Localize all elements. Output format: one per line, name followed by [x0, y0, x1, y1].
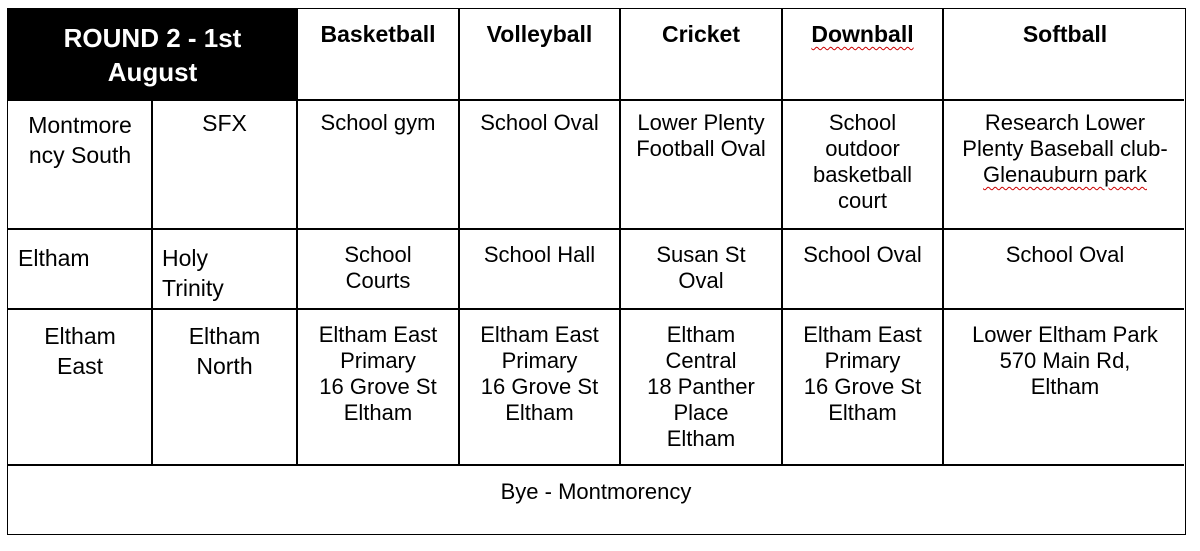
venue-line: School Oval [1005, 242, 1125, 267]
venue-line: Primary [340, 348, 416, 373]
venue-line: Eltham East [803, 322, 922, 347]
venue-line: Eltham East [480, 322, 599, 347]
venue-line: 16 Grove St [480, 374, 599, 399]
column-divider [296, 9, 298, 465]
row3-team-b-line2: North [196, 353, 253, 379]
venue-line: Eltham East [318, 322, 438, 347]
venue-line: 570 Main Rd, [999, 348, 1131, 373]
row3-venue-cricket [620, 309, 782, 465]
fixture-table [7, 8, 1186, 535]
row3-team-a-line1: Eltham [44, 323, 116, 349]
row1-venue-downball [782, 100, 943, 229]
row3-venue-basketball [297, 309, 459, 465]
venue-line: Susan St [656, 242, 746, 267]
row2-team-a [8, 229, 152, 309]
row-divider [8, 228, 1184, 230]
row2-venue-volleyball [459, 229, 620, 309]
row2-venue-softball [943, 229, 1187, 309]
venue-line: 16 Grove St [319, 374, 437, 399]
row-divider [8, 99, 1184, 101]
header-volleyball: Volleyball [486, 21, 593, 47]
row-divider [8, 308, 1184, 310]
round-title-cell [8, 9, 297, 100]
venue-line: court [838, 188, 887, 213]
venue-line: Courts [345, 268, 411, 293]
round-title-line2: August [107, 57, 198, 87]
venue-line: Eltham [666, 426, 736, 451]
venue-line: Primary [824, 348, 901, 373]
row1-team-b [152, 100, 297, 229]
venue-line: Football Oval [636, 136, 766, 161]
row-divider [8, 464, 1184, 466]
header-cricket: Cricket [662, 21, 740, 47]
bye-row: Bye - Montmorency [500, 479, 692, 504]
venue-line: Oval [678, 268, 724, 293]
row3-team-b-line1: Eltham [188, 323, 261, 349]
venue-line: Central [665, 348, 737, 373]
row3-team-a-line2: East [56, 353, 104, 379]
header-downball-text: Downball [811, 21, 914, 47]
row3-team-b [152, 309, 297, 465]
venue-line: basketball [812, 162, 913, 187]
row2-venue-downball [782, 229, 943, 309]
venue-line: 18 Panther [647, 374, 755, 399]
row1-team-a-line1: Montmore [28, 112, 132, 138]
row2-team-b-line2: Trinity [162, 275, 224, 301]
column-divider [619, 9, 621, 465]
row3-venue-volleyball [459, 309, 620, 465]
row3-team-a [8, 309, 152, 465]
venue-line: Lower Eltham Park [972, 322, 1158, 347]
venue-line: School gym [320, 110, 436, 135]
row3-venue-downball [782, 309, 943, 465]
venue-line: Research Lower [984, 110, 1146, 135]
round-title-line1: ROUND 2 - 1st [63, 23, 242, 53]
venue-line: Eltham [828, 400, 897, 425]
row1-venue-softball [943, 100, 1187, 229]
row2-team-b-line1: Holy [162, 245, 209, 271]
venue-line: Eltham [343, 400, 413, 425]
header-basketball: Basketball [320, 21, 436, 47]
row1-team-a-line2: ncy South [28, 142, 132, 168]
row1-venue-cricket [620, 100, 782, 229]
venue-line: Eltham [505, 400, 574, 425]
row2-team-b [152, 229, 297, 309]
row3-venue-softball [943, 309, 1187, 465]
venue-line: Eltham [1030, 374, 1100, 399]
row1-team-a [8, 100, 152, 229]
venue-line [943, 162, 1187, 188]
column-divider [781, 9, 783, 465]
row1-team-b-line1: SFX [202, 110, 247, 136]
venue-line: School Oval [480, 110, 599, 135]
venue-line: School Hall [483, 242, 596, 267]
column-divider [151, 100, 153, 465]
venue-line: Eltham [666, 322, 736, 347]
row2-team-a-line1: Eltham [18, 245, 90, 271]
row1-venue-volleyball [459, 100, 620, 229]
venue-line-text: Glenauburn park [983, 162, 1147, 187]
column-divider [942, 9, 944, 465]
venue-line: School Oval [803, 242, 922, 267]
venue-line: outdoor [825, 136, 900, 161]
venue-line: Plenty Baseball club- [962, 136, 1168, 161]
column-divider [458, 9, 460, 465]
row1-venue-basketball [297, 100, 459, 229]
venue-line: School [828, 110, 897, 135]
header-softball: Softball [1022, 21, 1108, 47]
header-downball [782, 9, 943, 100]
venue-line: Place [673, 400, 729, 425]
venue-line: Lower Plenty [637, 110, 765, 135]
row2-venue-basketball [297, 229, 459, 309]
venue-line: Primary [501, 348, 578, 373]
row2-venue-cricket [620, 229, 782, 309]
venue-line: 16 Grove St [803, 374, 922, 399]
venue-line: School [344, 242, 412, 267]
